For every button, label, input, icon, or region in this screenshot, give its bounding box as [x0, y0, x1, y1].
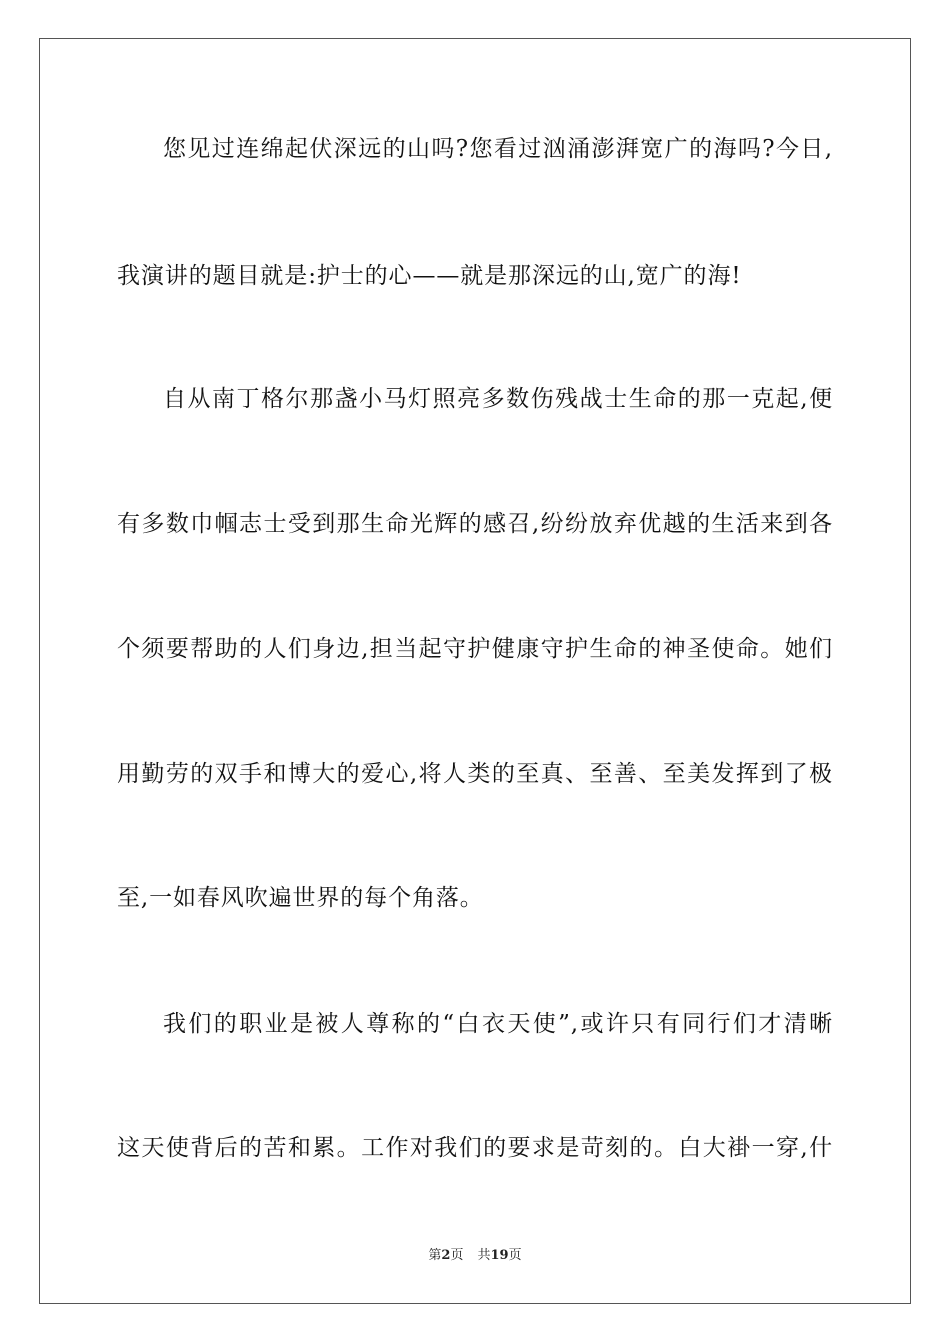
paragraph-1-line-1: 您见过连绵起伏深远的山吗?您看过汹涌澎湃宽广的海吗?今日, [163, 136, 833, 162]
paragraph-2-line-5: 至,一如春风吹遍世界的每个角落。 [117, 885, 484, 911]
paragraph-2-line-1: 自从南丁格尔那盏小马灯照亮多数伤残战士生命的那一克起,便 [163, 386, 833, 412]
page-prefix: 第 [428, 1248, 442, 1263]
total-pages: 19 [490, 1248, 509, 1263]
paragraph-3-line-2: 这天使背后的苦和累。工作对我们的要求是苛刻的。白大褂一穿,什 [117, 1135, 833, 1161]
paragraph-2-line-4: 用勤劳的双手和博大的爱心,将人类的至真、至善、至美发挥到了极 [117, 761, 833, 787]
total-suffix: 页 [508, 1248, 522, 1263]
paragraph-2-line-2: 有多数巾帼志士受到那生命光辉的感召,纷纷放弃优越的生活来到各 [117, 511, 833, 537]
paragraph-1-line-2: 我演讲的题目就是:护士的心——就是那深远的山,宽广的海! [117, 263, 742, 289]
paragraph-2-line-3: 个须要帮助的人们身边,担当起守护健康守护生命的神圣使命。她们 [117, 636, 833, 662]
total-prefix: 共 [477, 1248, 491, 1263]
page-border [39, 38, 911, 1304]
paragraph-3-line-1: 我们的职业是被人尊称的“白衣天使”,或许只有同行们才清晰 [163, 1011, 833, 1037]
page-suffix: 页 [450, 1248, 464, 1263]
page-number: 2 [441, 1248, 451, 1263]
page-footer [0, 1247, 950, 1265]
